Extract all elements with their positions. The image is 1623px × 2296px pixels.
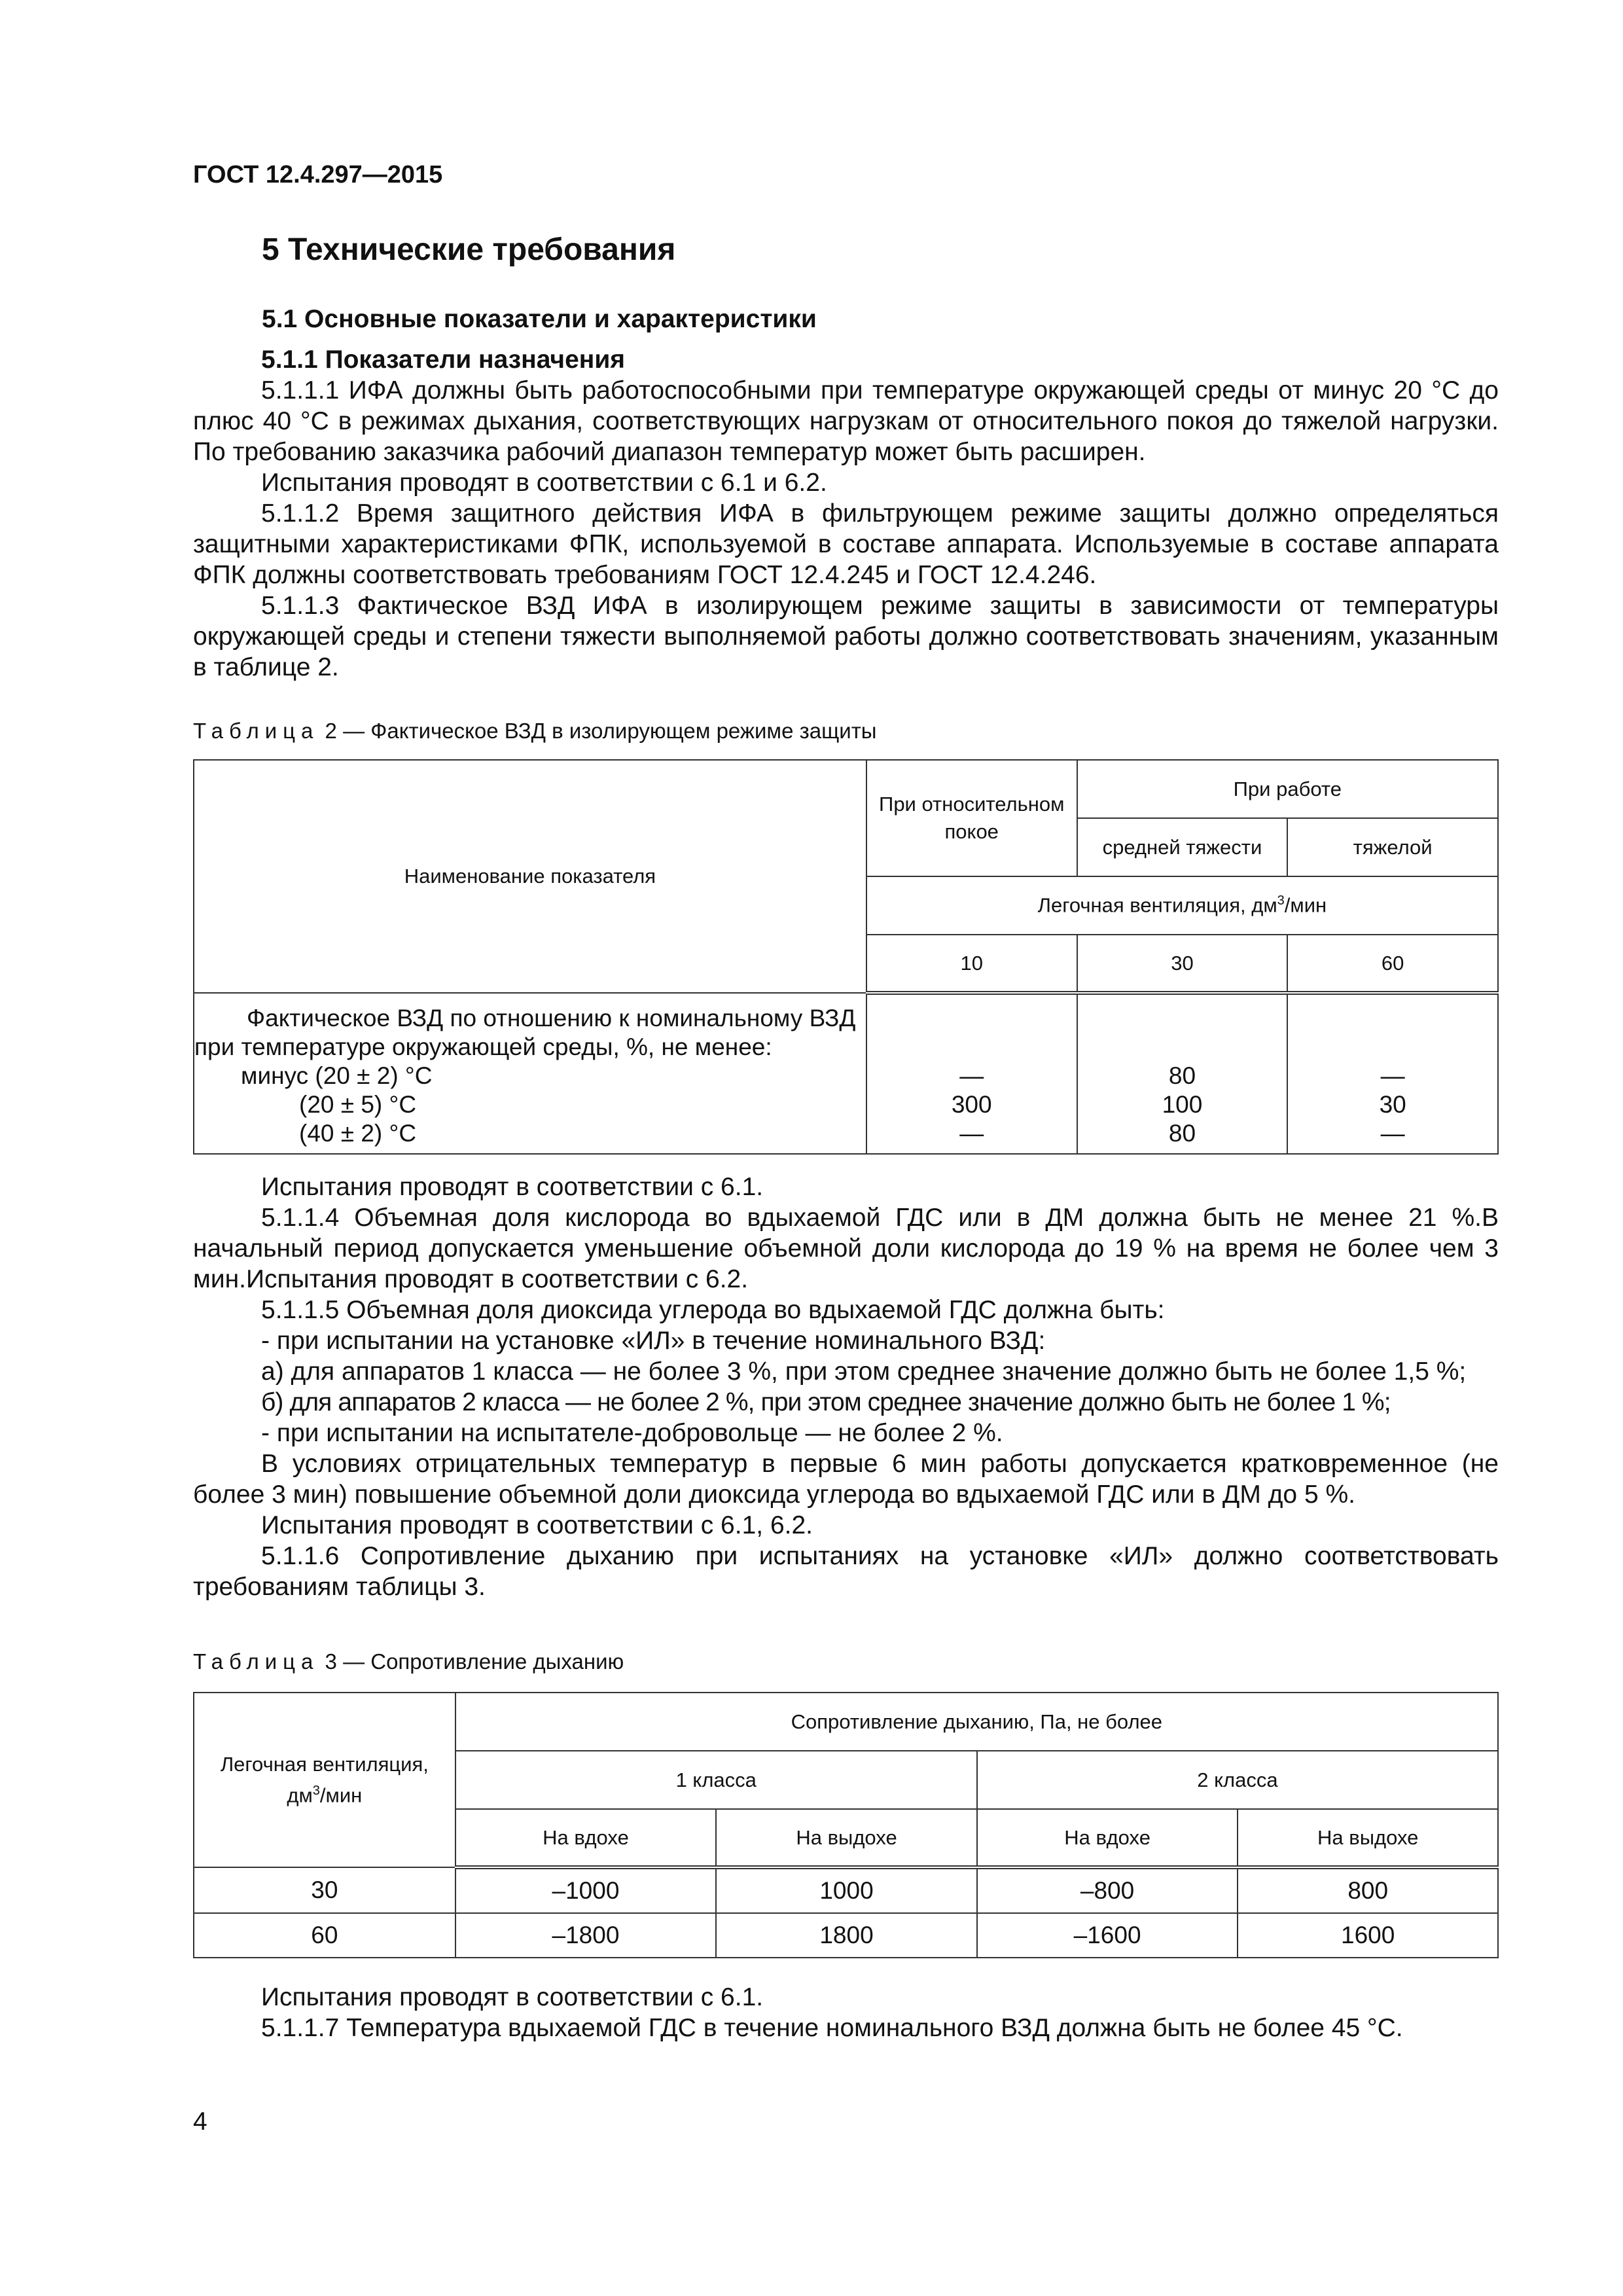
- paragraph-negative-temps: В условиях отрицательных температур в первые 6 мин работы допускается кратковременное (не более 3 мин) повышение объемной доли диоксида углерода во вдыхаемой ГДС или в ДМ до 5 %.: [193, 1450, 1499, 1509]
- table-3-vent-label-line2: дм: [287, 1784, 313, 1807]
- list-item: - при испытании на установке «ИЛ» в течение номинального ВЗД:: [261, 1327, 1046, 1355]
- table-3-header-class2: 2 класса: [977, 1751, 1498, 1809]
- paragraph-test-ref: Испытания проводят в соответствии с 6.1.: [261, 1983, 764, 2011]
- section-5-1-1-block: [193, 344, 1499, 683]
- table-2-header-work: При работе: [1077, 760, 1498, 818]
- table-3-cell: –1800: [455, 1913, 717, 1958]
- paragraph-5-1-1-2: 5.1.1.2 Время защитного действия ИФА в фильтрующем режиме защиты должно определяться защитными характеристиками ФПК, используемой в составе аппарата. Используемые в составе аппарата ФПК должны соответствовать требованиям ГОСТ 12.4.245 и ГОСТ 12.4.246.: [193, 499, 1499, 589]
- table-2-vent-value: 10: [866, 935, 1077, 993]
- table-3-vent-unit: /мин: [319, 1784, 363, 1807]
- document-page: [193, 0, 1499, 2296]
- paragraph-5-1-1-1: 5.1.1.1 ИФА должны быть работоспособными при температуре окружающей среды от минус 20 °С до плюс 40 °С в режимах дыхания, соответствующих нагрузкам от относительного покоя до тяжелой нагрузки. По требованию заказчика рабочий диапазон температур может быть расширен.: [193, 376, 1499, 466]
- table-3-caption-text: 3 — Сопротивление дыханию: [319, 1649, 624, 1674]
- table-3-cell: –1000: [455, 1867, 717, 1913]
- subsection-title: 5.1 Основные показатели и характеристики: [262, 305, 817, 333]
- table-3-cell: 1800: [716, 1913, 977, 1958]
- table-3-cell: –800: [977, 1867, 1238, 1913]
- table-3-header-inhale: На вдохе: [977, 1809, 1238, 1867]
- table-2-cell: —: [959, 1062, 984, 1089]
- page-number: 4: [193, 2108, 207, 2136]
- table-2-header-heavy: тяжелой: [1287, 818, 1498, 876]
- table-2-row-label: [194, 993, 866, 1154]
- table-3-header-ventilation: [194, 1693, 455, 1867]
- paragraph-5-1-1-6: 5.1.1.6 Сопротивление дыханию при испытаниях на установке «ИЛ» должно соответствовать требованиям таблицы 3.: [193, 1542, 1499, 1601]
- table-2-header-rest: При относительном покое: [866, 760, 1077, 876]
- table-2: [193, 759, 1499, 1155]
- table-3-vent-label-line1: Легочная вентиляция,: [220, 1752, 429, 1776]
- table-2-cell: —: [959, 1120, 984, 1147]
- table-2-header-medium: средней тяжести: [1077, 818, 1288, 876]
- table-2-col-rest-values: [866, 993, 1077, 1154]
- table-2-row-label-line1: Фактическое ВЗД по отношению к номинальному ВЗД: [247, 1005, 856, 1031]
- table-3-cell: 1000: [716, 1867, 977, 1913]
- table-3-cell: 30: [194, 1867, 455, 1913]
- table-2-vent-unit: /мин: [1284, 893, 1327, 917]
- list-item: б) для аппаратов 2 класса — не более 2 %, при этом среднее значение должно быть не более 1 %;: [261, 1388, 1391, 1416]
- document-code: ГОСТ 12.4.297—2015: [193, 161, 443, 188]
- paragraph-5-1-1-7: 5.1.1.7 Температура вдыхаемой ГДС в течение номинального ВЗД должна быть не более 45 °С.: [261, 2014, 1403, 2042]
- table-3-caption: [193, 1649, 624, 1674]
- table-3-header-exhale: На выдохе: [1238, 1809, 1498, 1867]
- list-item: - при испытании на испытателе-добровольце — не более 2 %.: [261, 1419, 1003, 1447]
- paragraph-test-ref: Испытания проводят в соответствии с 6.1.: [261, 1173, 764, 1201]
- table-2-header-name: Наименование показателя: [194, 760, 866, 993]
- table-2-cell: 30: [1379, 1091, 1406, 1118]
- section-title: 5 Технические требования: [262, 232, 676, 267]
- paragraph-test-ref: Испытания проводят в соответствии с 6.1 и 6.2.: [261, 469, 827, 497]
- table-3-header-resistance: Сопротивление дыханию, Па, не более: [455, 1693, 1498, 1751]
- table-2-row-temp: минус (20 ± 2) °С: [241, 1062, 433, 1089]
- table-row: [194, 1913, 1498, 1958]
- table-2-vent-sup: 3: [1277, 893, 1285, 908]
- table-2-vent-value: 30: [1077, 935, 1288, 993]
- table-2-col-heavy-values: [1287, 993, 1498, 1154]
- table-2-vent-value: 60: [1287, 935, 1498, 993]
- table-3-header-class1: 1 класса: [455, 1751, 977, 1809]
- table-2-cell: —: [1380, 1120, 1405, 1147]
- table-row: [194, 1867, 1498, 1913]
- table-3-header-inhale: На вдохе: [455, 1809, 717, 1867]
- list-item: а) для аппаратов 1 класса — не более 3 %, при этом среднее значение должно быть не более 1,5 %;: [261, 1357, 1467, 1386]
- subsubsection-title: 5.1.1 Показатели назначения: [261, 346, 626, 374]
- section-5-1-1-4-block: [193, 1172, 1499, 1602]
- table-2-cell: —: [1380, 1062, 1405, 1089]
- table-3-cell: 800: [1238, 1867, 1498, 1913]
- table-2-cell: 80: [1168, 1120, 1196, 1147]
- paragraph-5-1-1-5: 5.1.1.5 Объемная доля диоксида углерода во вдыхаемой ГДС должна быть:: [261, 1296, 1165, 1324]
- table-3-cell: 60: [194, 1913, 455, 1958]
- table-3: [193, 1692, 1499, 1958]
- table-2-cell: 300: [951, 1091, 992, 1118]
- table-2-caption-word: Таблица: [193, 719, 319, 743]
- table-3-caption-word: Таблица: [193, 1649, 319, 1674]
- table-3-header-exhale: На выдохе: [716, 1809, 977, 1867]
- table-2-caption: [193, 719, 877, 744]
- table-2-header-ventilation: [866, 876, 1498, 935]
- paragraph-5-1-1-4: 5.1.1.4 Объемная доля кислорода во вдыхаемой ГДС или в ДМ должна быть не менее 21 %.В начальный период допускается уменьшение объемной доли кислорода до 19 % на время не более чем 3 мин.Испытания проводят в соответствии с 6.2.: [193, 1204, 1499, 1293]
- table-2-cell: 100: [1162, 1091, 1203, 1118]
- section-5-1-1-7-block: [193, 1982, 1499, 2043]
- paragraph-test-ref: Испытания проводят в соответствии с 6.1, 6.2.: [261, 1511, 813, 1539]
- table-3-cell: –1600: [977, 1913, 1238, 1958]
- table-3-vent-sup: 3: [312, 1783, 320, 1798]
- table-2-col-medium-values: [1077, 993, 1288, 1154]
- table-2-row-label-line2: при температуре окружающей среды, %, не менее:: [194, 1033, 772, 1060]
- table-3-cell: 1600: [1238, 1913, 1498, 1958]
- table-2-row-temp: (20 ± 5) °С: [299, 1091, 417, 1118]
- table-2-row-temp: (40 ± 2) °С: [299, 1120, 417, 1147]
- table-2-cell: 80: [1168, 1062, 1196, 1089]
- table-2-caption-text: 2 — Фактическое ВЗД в изолирующем режиме защиты: [319, 719, 877, 743]
- paragraph-5-1-1-3: 5.1.1.3 Фактическое ВЗД ИФА в изолирующем режиме защиты в зависимости от температуры окружающей среды и степени тяжести выполняемой работы должно соответствовать значениям, указанным в таблице 2.: [193, 592, 1499, 681]
- table-2-vent-label: Легочная вентиляция, дм: [1037, 893, 1277, 917]
